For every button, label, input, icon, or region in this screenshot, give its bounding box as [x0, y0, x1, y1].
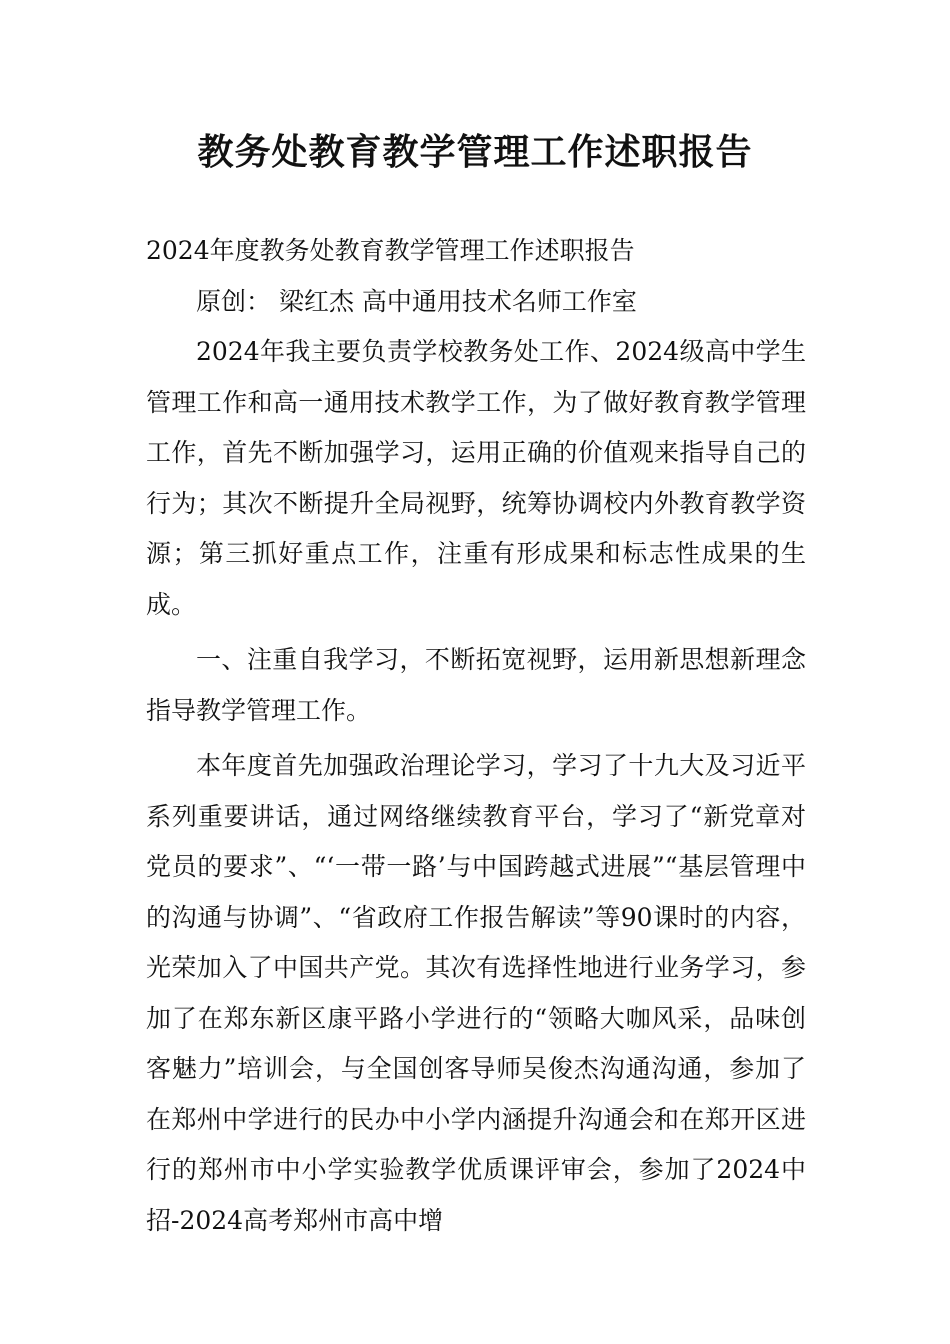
paragraph-study: 本年度首先加强政治理论学习，学习了十九大及习近平系列重要讲话，通过网络继续教育平台，学习了“新党章对党员的要求”、“‘一带一路’与中国跨越式进展”“基层管理中的沟通与协调”、“省政府工作报告解读”等90课时的内容，光荣加入了中国共产党。其次有选择性地进行业务学习，参加了在郑东新区康平路小学进行的“领略大咖风采，品味创客魅力”培训会，与全国创客导师吴俊杰沟通沟通，参加了在郑州中学进行的民办中小学内涵提升沟通会和在郑开区进行的郑州市中小学实验教学优质课评审会，参加了2024中招-2024高考郑州市高中增 [146, 751, 806, 1235]
document-title: 教务处教育教学管理工作述职报告 [197, 132, 753, 173]
paragraph-intro: 2024年我主要负责学校教务处工作、2024级高中学生管理工作和高一通用技术教学工作，为了做好教育教学管理工作，首先不断加强学习，运用正确的价值观来指导自己的行为；其次不断提升全局视野，统筹协调校内外教育教学资源；第三抓好重点工作，注重有形成果和标志性成果的生成。 [146, 337, 806, 619]
document-body [146, 226, 806, 1246]
author-line: 原创： 梁红杰 高中通用技术名师工作室 [196, 286, 637, 316]
document-subtitle: 2024年度教务处教育教学管理工作述职报告 [146, 236, 635, 265]
section-heading-1: 一、注重自我学习，不断拓宽视野，运用新思想新理念指导教学管理工作。 [146, 645, 806, 725]
